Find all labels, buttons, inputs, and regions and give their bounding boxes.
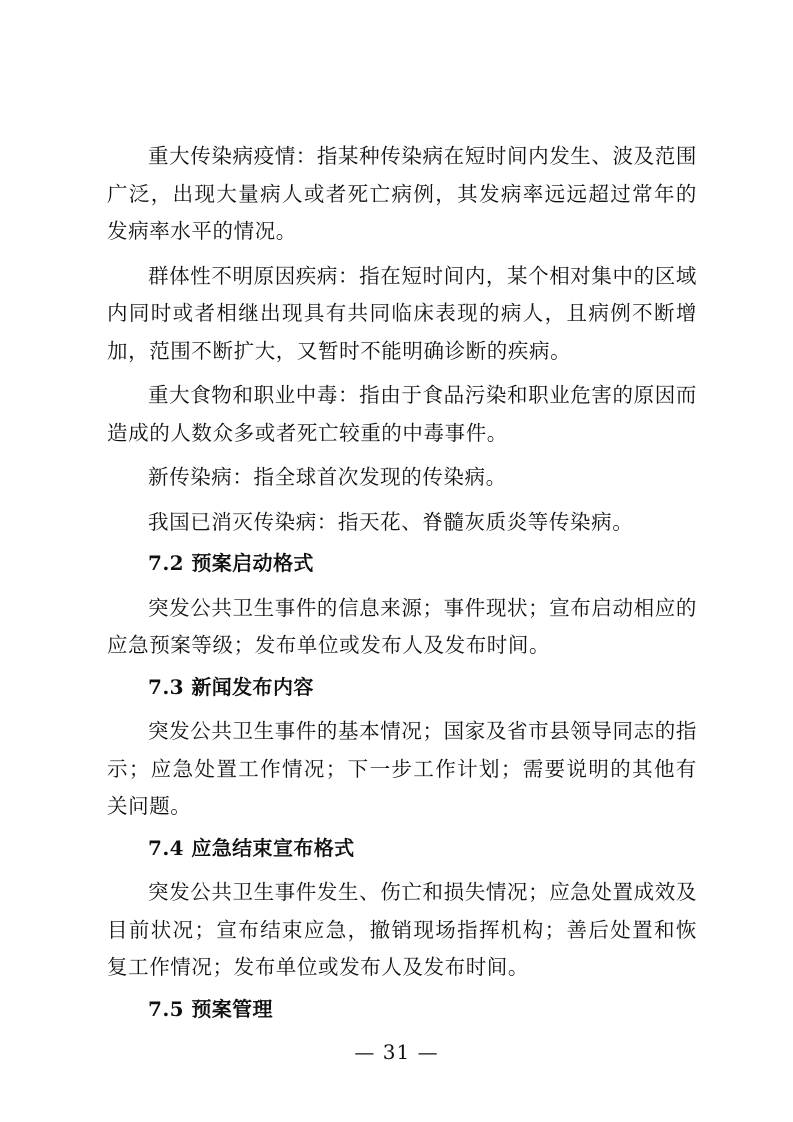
section-heading-7-5: 7.5 预案管理 (148, 996, 273, 1021)
section-text-7-3: 突发公共卫生事件的基本情况；国家及省市县领导同志的指示；应急处置工作情况；下一步工作计划；需要说明的其他有关问题。 (107, 719, 697, 818)
section-text-7-2: 突发公共卫生事件的信息来源；事件现状；宣布启动相应的应急预案等级；发布单位或发布人及发布时间。 (107, 595, 697, 657)
definition-eliminated-disease: 我国已消灭传染病：指天花、脊髓灰质炎等传染病。 (148, 509, 634, 534)
section-heading-7-2: 7.2 预案启动格式 (148, 551, 314, 575)
page-number: — 31 — (354, 1040, 439, 1064)
section-heading-7-4: 7.4 应急结束宣布格式 (148, 835, 355, 860)
definition-unknown-disease: 群体性不明原因疾病：指在短时间内，某个相对集中的区域内同时或者相继出现具有共同临床表现的病人，且病例不断增加，范围不断扩大，又暂时不能明确诊断的疾病。 (107, 263, 697, 363)
section-heading-7-3: 7.3 新闻发布内容 (148, 674, 314, 699)
section-text-7-4: 突发公共卫生事件发生、伤亡和损失情况；应急处置成效及目前状况；宣布结束应急，撤销现场指挥机构；善后处置和恢复工作情况；发布单位或发布人及发布时间。 (107, 880, 697, 979)
definition-new-disease: 新传染病：指全球首次发现的传染病。 (148, 465, 507, 489)
document-body (107, 138, 697, 1028)
definition-major-epidemic: 重大传染病疫情：指某种传染病在短时间内发生、波及范围广泛，出现大量病人或者死亡病例，其发病率远远超过常年的发病率水平的情况。 (107, 144, 697, 243)
definition-poisoning: 重大食物和职业中毒：指由于食品污染和职业危害的原因而造成的人数众多或者死亡较重的中毒事件。 (107, 383, 697, 445)
